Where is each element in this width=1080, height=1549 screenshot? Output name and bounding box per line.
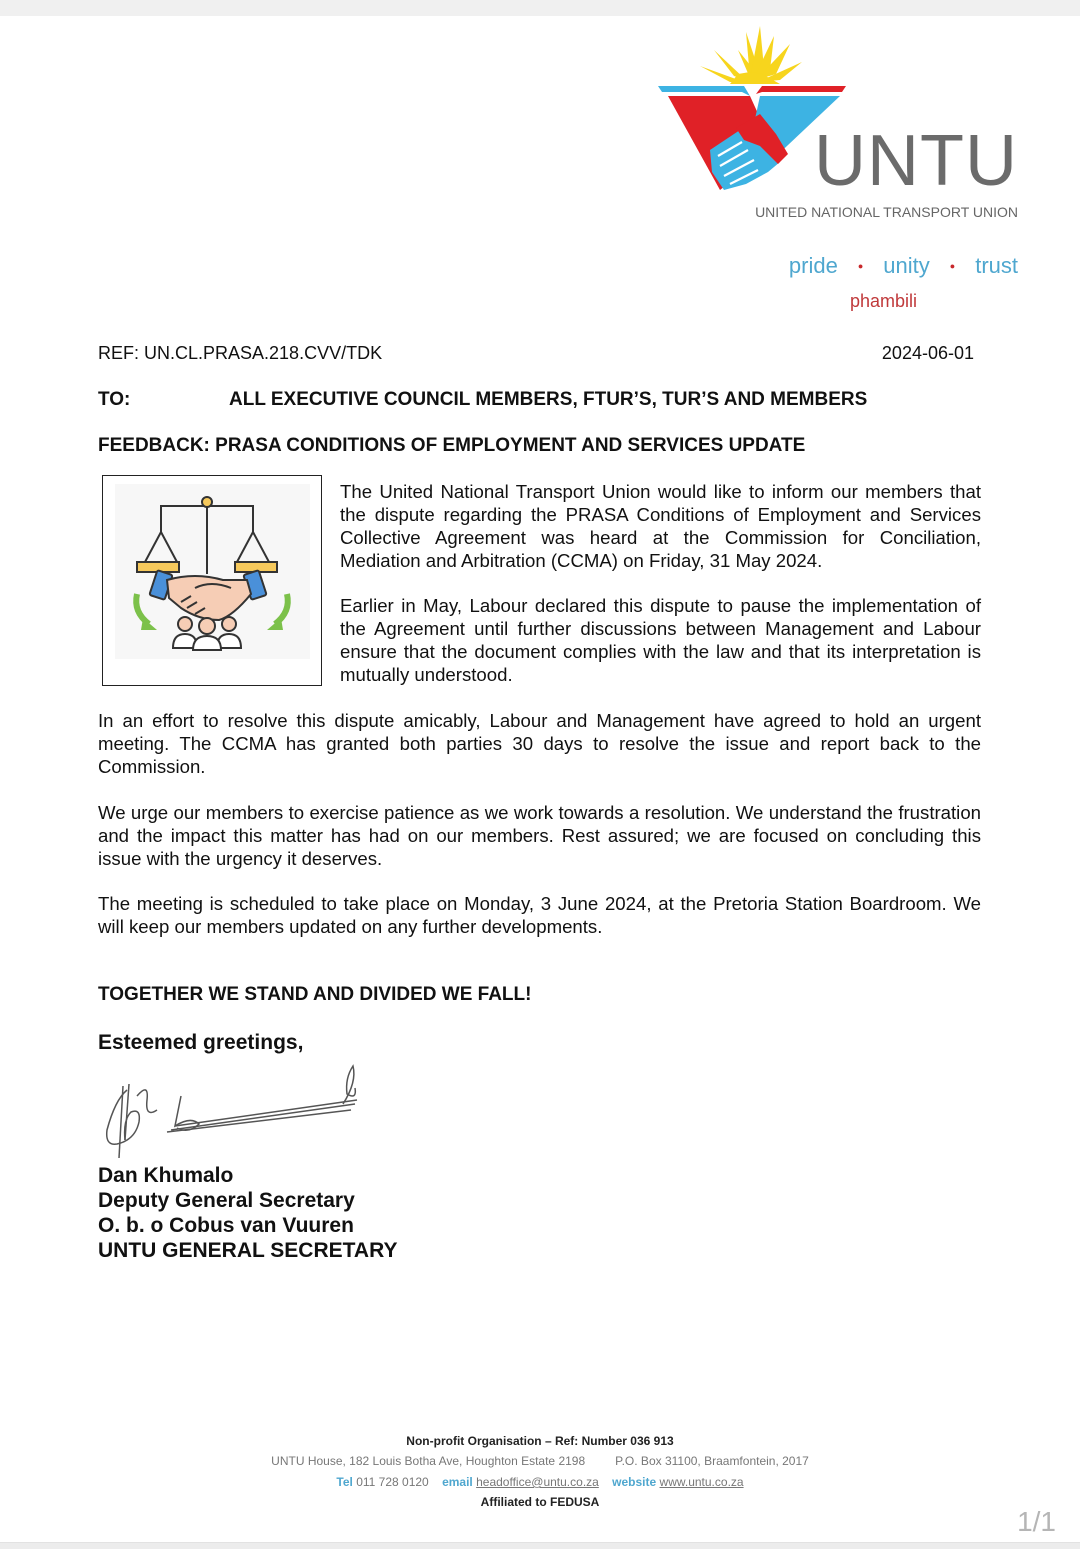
- organisation-name: UNITED NATIONAL TRANSPORT UNION: [755, 204, 1018, 220]
- page-indicator: 1/1: [1017, 1506, 1056, 1537]
- body-paragraph: We urge our members to exercise patience as we work towards a resolution. We understand the frustration and the impact this matter has had on our members. Rest assured; we are focused on concluding this issue with the urgency it deserves.: [98, 802, 981, 869]
- physical-address: UNTU House, 182 Louis Botha Ave, Houghton Estate 2198: [271, 1454, 586, 1468]
- email-label: email: [442, 1475, 473, 1489]
- recipient-value: ALL EXECUTIVE COUNCIL MEMBERS, FTUR’S, TUR’S AND MEMBERS: [229, 389, 868, 410]
- letter-subject: FEEDBACK: PRASA CONDITIONS OF EMPLOYMENT AND SERVICES UPDATE: [98, 435, 806, 456]
- motto-pride: pride: [788, 253, 838, 278]
- signatory-name: Dan Khumalo: [98, 1164, 234, 1187]
- postal-address: P.O. Box 31100, Braamfontein, 2017: [615, 1454, 809, 1468]
- tel-label: Tel: [336, 1475, 353, 1489]
- on-behalf-of: O. b. o Cobus van Vuuren: [98, 1214, 354, 1237]
- body-paragraph: The meeting is scheduled to take place on Monday, 3 June 2024, at the Pretoria Station Boardroom. We will keep our members updated on any further developments.: [98, 893, 981, 937]
- closing-greeting: Esteemed greetings,: [98, 1031, 304, 1054]
- motto-trust: trust: [975, 253, 1018, 278]
- tel-number: 011 728 0120: [356, 1475, 429, 1489]
- motto-unity: unity: [883, 253, 930, 278]
- body-paragraph: In an effort to resolve this dispute amicably, Labour and Management have agreed to hold an urgent meeting. The CCMA has granted both parties 30 days to resolve the issue and report back to the Commission.: [98, 710, 981, 777]
- body-paragraph: Earlier in May, Labour declared this dispute to pause the implementation of the Agreement until further discussions between Management and Labour ensure that the document complies with the law and that its interpretation is mutually understood.: [340, 595, 981, 685]
- reference-number: REF: UN.CL.PRASA.218.CVV/TDK: [98, 343, 383, 363]
- viewer-top-bar: [0, 0, 1080, 16]
- union-slogan: TOGETHER WE STAND AND DIVIDED WE FALL!: [98, 984, 532, 1005]
- email-link[interactable]: headoffice@untu.co.za: [476, 1475, 599, 1489]
- signatory-block: [98, 1163, 397, 1263]
- footer-affiliation: Affiliated to FEDUSA: [480, 1495, 600, 1509]
- footer-addresses: [0, 1453, 1080, 1469]
- motto: [789, 252, 1018, 280]
- logo-tagline: phambili: [850, 291, 918, 311]
- untu-logo: [650, 22, 1030, 322]
- website-label: website: [612, 1475, 657, 1489]
- sun-icon: [700, 26, 802, 84]
- footer-contacts: [0, 1474, 1080, 1490]
- signatory-title: Deputy General Secretary: [98, 1189, 355, 1212]
- recipient-label: TO:: [98, 389, 131, 410]
- handwritten-signature: [95, 1060, 375, 1165]
- body-paragraph: The United National Transport Union would like to inform our members that the dispute regarding the PRASA Conditions of Employment and Services Collective Agreement was heard at the Commission for Conciliation, Mediation and Arbitration (CCMA) on Friday, 31 May 2024.: [340, 481, 981, 571]
- motto-separator-icon: ●: [857, 261, 864, 271]
- motto-separator-icon: ●: [949, 261, 956, 271]
- letter-date: 2024-06-01: [881, 343, 974, 363]
- logo-wordmark: UNTU: [814, 121, 1018, 201]
- people-group-icon: [173, 617, 241, 650]
- website-link[interactable]: www.untu.co.za: [659, 1475, 744, 1489]
- on-behalf-title: UNTU GENERAL SECRETARY: [98, 1239, 398, 1262]
- negotiation-illustration: [102, 475, 322, 686]
- footer-registration: Non-profit Organisation – Ref: Number 036 913: [406, 1434, 674, 1448]
